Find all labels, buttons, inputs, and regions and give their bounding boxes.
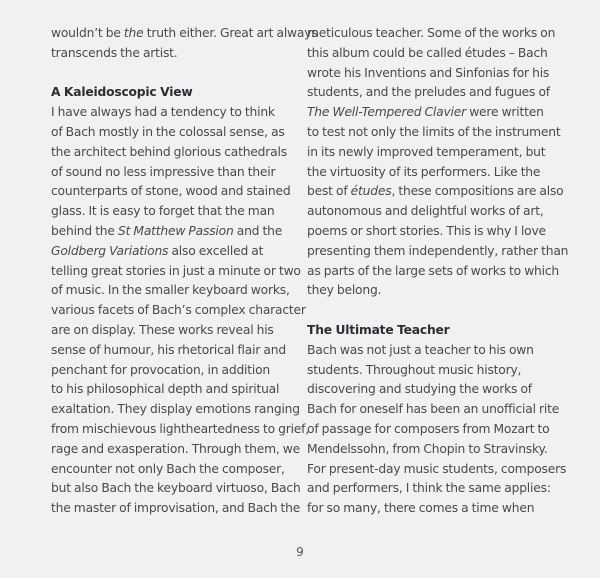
text-segment: also excelled at bbox=[168, 243, 264, 258]
text-segment: poems or short stories. This is why I love bbox=[307, 223, 546, 238]
text-line bbox=[51, 242, 301, 262]
text-segment: of music. In the smaller keyboard works, bbox=[51, 283, 290, 298]
text-line bbox=[51, 479, 301, 499]
italic-title: Goldberg Variations bbox=[51, 243, 169, 258]
text-line bbox=[307, 163, 567, 183]
text-segment: to test not only the limits of the instrument bbox=[307, 124, 561, 139]
text-segment: counterparts of stone, wood and stained bbox=[51, 184, 291, 199]
italic-title: études bbox=[350, 184, 392, 199]
text-segment: presenting them independently, rather than bbox=[307, 243, 569, 258]
text-segment: penchant for provocation, in addition bbox=[51, 362, 271, 377]
text-line bbox=[51, 44, 301, 64]
text-segment: Bach for oneself has been an unofficial rite bbox=[307, 402, 560, 417]
text-segment: I have always had a tendency to think bbox=[51, 105, 275, 120]
text-line bbox=[307, 380, 567, 400]
text-segment: from mischievous lightheartedness to grief, bbox=[51, 421, 309, 436]
text-line bbox=[307, 202, 567, 222]
text-line bbox=[307, 24, 567, 44]
text-segment: Bach was not just a teacher to his own bbox=[307, 342, 534, 357]
text-line bbox=[307, 420, 567, 440]
text-line bbox=[51, 202, 301, 222]
text-segment: best of bbox=[307, 184, 351, 199]
text-segment: of Bach mostly in the colossal sense, as bbox=[51, 124, 285, 139]
text-line bbox=[307, 242, 567, 262]
text-line bbox=[307, 44, 567, 64]
text-line bbox=[307, 83, 567, 103]
paragraph-gap bbox=[307, 301, 567, 321]
text-segment: are on display. These works reveal his bbox=[51, 322, 274, 337]
text-line bbox=[51, 163, 301, 183]
text-segment: various facets of Bach’s complex character bbox=[51, 303, 306, 318]
text-segment: For present-day music students, composers bbox=[307, 461, 567, 476]
left-column bbox=[51, 24, 318, 519]
text-segment: and the bbox=[233, 223, 283, 238]
text-segment: to his philosophical depth and spiritual bbox=[51, 382, 280, 397]
text-segment: wrote his Inventions and Sinfonias for his bbox=[307, 65, 550, 80]
text-segment: encounter not only Bach the composer, bbox=[51, 461, 285, 476]
text-line bbox=[51, 380, 301, 400]
text-line bbox=[51, 400, 301, 420]
text-segment: behind the bbox=[51, 223, 118, 238]
section-heading-ultimate-teacher: The Ultimate Teacher bbox=[307, 322, 450, 337]
text-line bbox=[307, 460, 567, 480]
text-segment: transcends the artist. bbox=[51, 45, 178, 60]
text-line bbox=[307, 103, 567, 123]
text-line bbox=[51, 281, 301, 301]
paragraph-gap bbox=[51, 64, 301, 84]
text-line bbox=[51, 341, 301, 361]
text-segment: students, and the preludes and fugues of bbox=[307, 85, 550, 100]
text-line bbox=[307, 64, 567, 84]
ultimate-teacher-paragraph bbox=[307, 341, 567, 519]
text-line bbox=[51, 301, 306, 321]
text-segment: as parts of the large sets of works to which bbox=[307, 263, 560, 278]
text-segment: discovering and studying the works of bbox=[307, 382, 532, 397]
page-number: 9 bbox=[296, 545, 304, 559]
text-line bbox=[307, 361, 567, 381]
text-segment: the master of improvisation, and Bach the bbox=[51, 501, 301, 516]
text-segment: the virtuosity of its performers. Like the bbox=[307, 164, 541, 179]
text-line bbox=[51, 499, 301, 519]
text-line bbox=[51, 123, 301, 143]
right-intro-paragraph bbox=[307, 24, 567, 301]
section-heading-kaleidoscopic-view: A Kaleidoscopic View bbox=[51, 85, 193, 100]
text-line bbox=[307, 479, 567, 499]
text-line bbox=[51, 182, 301, 202]
text-line bbox=[51, 262, 301, 282]
text-segment: students. Throughout music history, bbox=[307, 362, 522, 377]
text-segment: of sound no less impressive than their bbox=[51, 164, 276, 179]
text-segment: they belong. bbox=[307, 283, 382, 298]
text-segment: rage and exasperation. Through them, we bbox=[51, 441, 301, 456]
text-segment: of passage for composers from Mozart to bbox=[307, 421, 550, 436]
text-line bbox=[51, 321, 301, 341]
text-line bbox=[51, 103, 301, 123]
text-segment: autonomous and delightful works of art, bbox=[307, 204, 544, 219]
text-line bbox=[51, 440, 301, 460]
text-line bbox=[51, 143, 301, 163]
text-line bbox=[307, 281, 567, 301]
text-line bbox=[307, 143, 567, 163]
text-segment: and performers, I think the same applies: bbox=[307, 481, 551, 496]
text-line bbox=[51, 24, 318, 44]
text-line bbox=[307, 499, 567, 519]
text-segment: exaltation. They display emotions ranging bbox=[51, 402, 300, 417]
text-segment: wouldn’t be bbox=[51, 26, 124, 40]
text-line bbox=[51, 361, 301, 381]
text-line bbox=[307, 400, 567, 420]
kaleidoscopic-view-paragraph bbox=[51, 103, 309, 519]
text-line bbox=[307, 341, 567, 361]
text-line bbox=[307, 440, 567, 460]
text-segment: truth either. Great art always bbox=[143, 26, 318, 40]
text-segment: glass. It is easy to forget that the man bbox=[51, 204, 275, 219]
text-line bbox=[307, 222, 567, 242]
text-line bbox=[51, 222, 301, 242]
text-segment: Mendelssohn, from Chopin to Stravinsky. bbox=[307, 441, 548, 456]
text-segment: meticulous teacher. Some of the works on bbox=[307, 26, 556, 40]
text-segment: this album could be called études – Bach bbox=[307, 45, 548, 60]
italic-title: The Well-Tempered Clavier bbox=[307, 105, 466, 120]
text-segment: but also Bach the keyboard virtuoso, Bach bbox=[51, 481, 301, 496]
text-segment: , these compositions are also bbox=[391, 184, 564, 199]
text-line bbox=[51, 420, 309, 440]
text-line bbox=[307, 123, 567, 143]
left-intro-paragraph bbox=[51, 24, 318, 64]
text-segment: in its newly improved temperament, but bbox=[307, 144, 546, 159]
text-line bbox=[307, 182, 567, 202]
text-line bbox=[307, 262, 567, 282]
italic-title: the bbox=[123, 26, 144, 40]
text-segment: sense of humour, his rhetorical flair and bbox=[51, 342, 286, 357]
text-segment: for so many, there comes a time when bbox=[307, 501, 535, 516]
text-segment: telling great stories in just a minute or two bbox=[51, 263, 301, 278]
text-segment: the architect behind glorious cathedrals bbox=[51, 144, 287, 159]
right-column bbox=[307, 24, 567, 519]
italic-title: St Matthew Passion bbox=[117, 223, 234, 238]
text-line bbox=[51, 460, 301, 480]
text-segment: were written bbox=[465, 105, 544, 120]
